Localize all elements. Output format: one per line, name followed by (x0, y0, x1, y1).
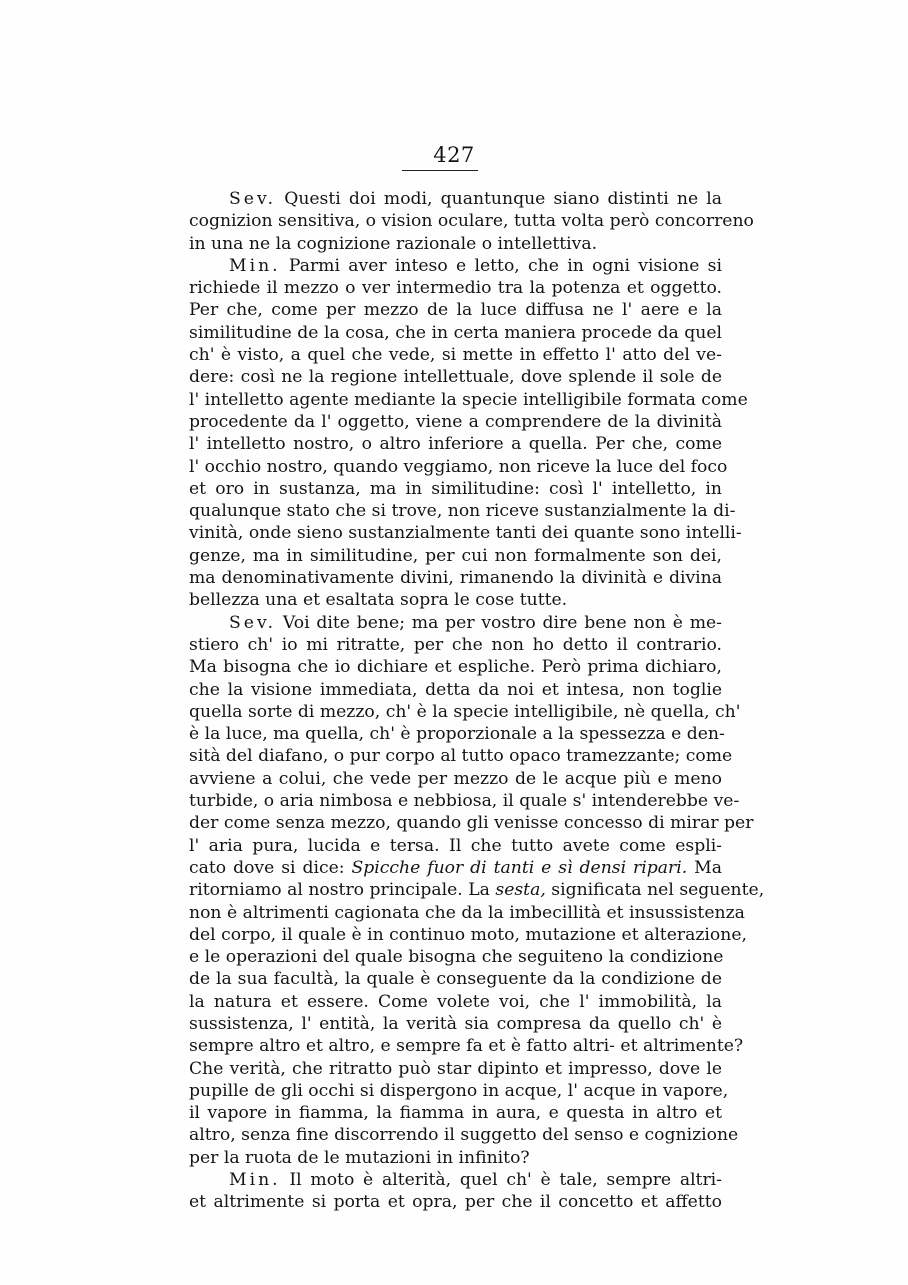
text-segment: è la luce, ma quella, ch' è proporzionale a la spessezza e den- (189, 724, 725, 745)
text-line (189, 1035, 744, 1057)
text-segment: altro, senza fine discorrendo il suggetto del senso e cognizione (189, 1125, 739, 1146)
text-segment: genze, ma in similitudine, per cui non formalmente son dei, (189, 545, 722, 566)
text-line (189, 612, 722, 634)
text-line (189, 723, 725, 745)
text-line (189, 299, 722, 321)
text-line (189, 879, 765, 901)
text-segment: del corpo, il quale è in continuo moto, mutazione et alterazione, (189, 924, 747, 945)
text-segment: dere: così ne la regione intellettuale, dove splende il sole de (189, 367, 722, 388)
text-segment: ch' è visto, a quel che vede, si mette in effetto l' atto del ve- (189, 345, 722, 366)
text-line (189, 277, 722, 299)
text-segment: ma denominativamente divini, rimanendo la divinità e divina (189, 568, 722, 589)
text-line (189, 1147, 722, 1169)
text-line (189, 478, 722, 500)
italic-segment: Spicche fuor di tanti e sì densi ripari. (351, 857, 688, 878)
text-segment: cognizion sensitiva, o vision oculare, tutta volta però concorreno (189, 211, 754, 232)
text-segment: cato dove si dice: (189, 857, 352, 878)
text-line (189, 701, 741, 723)
text-line (189, 790, 740, 812)
speaker-name: Min. (229, 1170, 281, 1191)
text-segment: pupille de gli occhi si dispergono in acque, l' acque in vapore, (189, 1080, 729, 1101)
text-line (189, 433, 722, 455)
text-segment: per la ruota de le mutazioni in infinito? (189, 1147, 530, 1168)
speaker-name: Sev. (229, 189, 277, 209)
speaker-name: Sev. (229, 612, 277, 633)
text-segment: Parmi aver inteso e letto, che in ogni visione si (280, 255, 722, 276)
text-segment: la natura et essere. Come volete voi, che l' immobilità, la (189, 991, 722, 1012)
text-line (189, 968, 722, 990)
text-line (189, 322, 722, 344)
text-line (189, 1169, 722, 1191)
text-line (189, 210, 754, 232)
text-line (189, 946, 722, 968)
text-segment: Che verità, che ritratto può star dipinto et impresso, dove le (189, 1058, 722, 1079)
text-line (189, 500, 736, 522)
text-segment: ritorniamo al nostro principale. La (189, 880, 496, 901)
text-line (189, 344, 722, 366)
text-line (189, 255, 722, 277)
text-line (189, 679, 722, 701)
text-block (189, 188, 765, 1214)
text-segment: der come senza mezzo, quando gli venisse concesso di mirar per (189, 813, 754, 834)
text-line (189, 656, 722, 678)
text-line (189, 456, 728, 478)
text-line (189, 812, 754, 834)
text-line (189, 1102, 722, 1124)
text-segment: Ma (687, 857, 722, 878)
text-segment: bellezza una et esaltata sopra le cose tutte. (189, 590, 568, 611)
text-segment: e le operazioni del quale bisogna che seguiteno la condizione (189, 947, 724, 968)
text-segment: non è altrimenti cagionata che da la imbecillità et insussistenza (189, 902, 745, 923)
text-segment: similitudine de la cosa, che in certa maniera procede da quel (189, 322, 722, 343)
text-segment: sità del diafano, o pur corpo al tutto opaco tramezzante; come (189, 746, 733, 767)
text-segment: Ma bisogna che io dichiare et espliche. Però prima dichiaro, (189, 657, 722, 678)
italic-segment: sesta, (495, 880, 546, 901)
text-segment: Questi doi modi, quantunque siano distinti ne la (276, 189, 722, 209)
text-line (189, 768, 722, 790)
text-segment: richiede il mezzo o ver intermedio tra la potenza et oggetto. (189, 278, 722, 299)
page-number: 427 (433, 143, 475, 167)
text-segment: avviene a colui, che vede per mezzo de le acque più e meno (189, 768, 722, 789)
text-line (189, 567, 722, 589)
text-line (189, 188, 722, 210)
text-line (189, 835, 722, 857)
text-segment: il vapore in fiamma, la fiamma in aura, e questa in altro et (189, 1103, 722, 1124)
text-line (189, 411, 722, 433)
text-line (189, 389, 748, 411)
text-segment: l' intelletto nostro, o altro inferiore a quella. Per che, come (189, 434, 722, 455)
text-segment: sempre altro et altro, e sempre fa et è fatto altri- et altrimente? (189, 1036, 744, 1057)
text-line (189, 1124, 739, 1146)
text-line (189, 1058, 722, 1080)
text-line (189, 366, 722, 388)
text-line (189, 991, 722, 1013)
text-line (189, 1191, 722, 1213)
text-segment: l' occhio nostro, quando veggiamo, non riceve la luce del foco (189, 456, 728, 477)
text-segment: l' intelletto agente mediante la specie intelligibile formata come (189, 389, 748, 410)
text-segment: de la sua facultà, la quale è conseguente da la condizione de (189, 969, 722, 990)
text-line (189, 857, 722, 879)
text-segment: che la visione immediata, detta da noi et intesa, non toglie (189, 679, 722, 700)
text-line (189, 589, 722, 611)
text-segment: vinità, onde sieno sustanzialmente tanti dei quante sono intelli- (189, 523, 742, 544)
text-line (189, 745, 733, 767)
text-line (189, 924, 747, 946)
text-segment: l' aria pura, lucida e tersa. Il che tutto avete come espli- (189, 835, 722, 856)
text-segment: quella sorte di mezzo, ch' è la specie intelligibile, nè quella, ch' (189, 701, 741, 722)
text-line (189, 634, 722, 656)
text-segment: significata nel seguente, (545, 880, 765, 901)
text-line (189, 1080, 729, 1102)
text-segment: procedente da l' oggetto, viene a comprendere de la divinità (189, 411, 722, 432)
text-segment: et altrimente si porta et opra, per che il concetto et affetto (189, 1192, 722, 1213)
text-segment: et oro in sustanza, ma in similitudine: così l' intelletto, in (189, 478, 722, 499)
text-segment: in una ne la cognizione razionale o intellettiva. (189, 233, 598, 254)
speaker-name: Min. (229, 255, 281, 276)
text-line (189, 902, 745, 924)
text-line (189, 522, 742, 544)
text-segment: sussistenza, l' entità, la verità sia compresa da quello ch' è (189, 1013, 722, 1034)
page-number-rule (402, 170, 478, 171)
text-segment: Voi dite bene; ma per vostro dire bene non è me- (276, 612, 722, 633)
text-segment: turbide, o aria nimbosa e nebbiosa, il quale s' intenderebbe ve- (189, 791, 740, 812)
text-segment: Per che, come per mezzo de la luce diffusa ne l' aere e la (189, 300, 722, 321)
text-segment: Il moto è alterità, quel ch' è tale, sempre altri- (280, 1170, 722, 1191)
text-segment: stiero ch' io mi ritratte, per che non ho detto il contrario. (189, 634, 722, 655)
text-line (189, 233, 722, 255)
text-segment: qualunque stato che si trove, non riceve sustanzialmente la di- (189, 501, 736, 522)
text-line (189, 545, 722, 567)
text-line (189, 1013, 722, 1035)
